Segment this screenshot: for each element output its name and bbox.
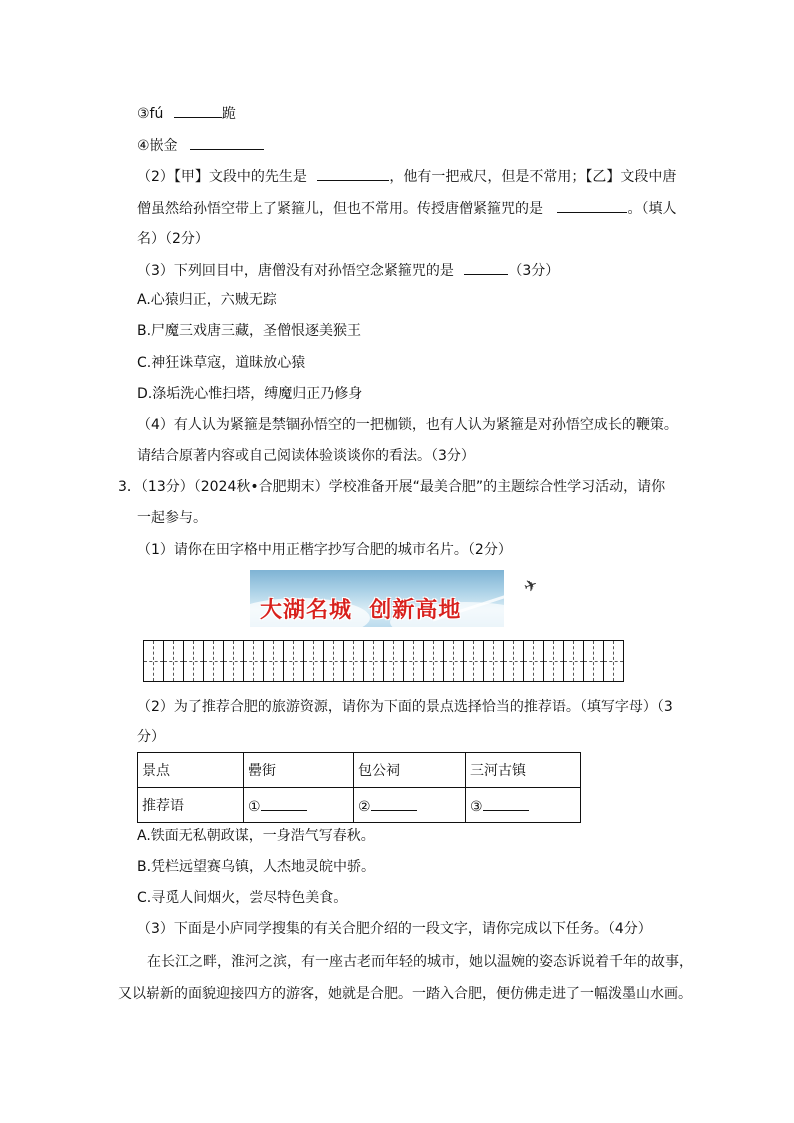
question-3-sub-2-line-1: （2）为了推荐合肥的旅游资源，请你为下面的景点选择恰当的推荐语。（填写字母）（3 bbox=[137, 699, 673, 715]
answer-mark-2: ② bbox=[358, 798, 371, 815]
tianzige-cell[interactable] bbox=[604, 641, 624, 681]
q3-2-option-c: C.寻觅人间烟火，尝尽特色美食。 bbox=[137, 890, 348, 906]
table-cell-leijie: 罍街 bbox=[244, 753, 354, 788]
tianzige-cell[interactable] bbox=[184, 641, 204, 681]
table-answer-cell[interactable] bbox=[244, 788, 354, 823]
q3-option-b: B.尸魔三戏唐三藏，圣僧恨逐美猴王 bbox=[137, 323, 362, 339]
q3-blank[interactable] bbox=[464, 260, 508, 275]
item-3-fu bbox=[137, 103, 236, 124]
tianzige-cell[interactable] bbox=[144, 641, 164, 681]
q2-blank-teacher[interactable] bbox=[317, 166, 389, 181]
question-3-line-2: 一起参与。 bbox=[137, 510, 207, 526]
tianzige-cell[interactable] bbox=[164, 641, 184, 681]
q3-option-a: A.心猿归正，六贼无踪 bbox=[137, 292, 277, 308]
city-banner-image bbox=[250, 570, 541, 627]
table-cell-baogongci: 包公祠 bbox=[354, 753, 466, 788]
q2-line-3: 名）（2分） bbox=[137, 231, 209, 247]
q4-line-2: 请结合原著内容或自己阅读体验谈谈你的看法。（3分） bbox=[137, 448, 475, 464]
question-3-sub-2-line-2: 分） bbox=[137, 729, 165, 745]
q3-2-option-b: B.凭栏远望赛乌镇，人杰地灵皖中骄。 bbox=[137, 859, 376, 875]
q3-stem-b: （3分） bbox=[508, 263, 560, 279]
item-4-prefix: ④嵌金 bbox=[137, 138, 178, 154]
q2-line-2 bbox=[137, 198, 676, 219]
q4-line-1: （4）有人认为紧箍是禁锢孙悟空的一把枷锁，也有人认为紧箍是对孙悟空成长的鞭策。 bbox=[137, 417, 678, 433]
tianzige-cell[interactable] bbox=[584, 641, 604, 681]
tianzige-cell[interactable] bbox=[304, 641, 324, 681]
tianzige-cell[interactable] bbox=[264, 641, 284, 681]
answer-blank-1[interactable] bbox=[261, 796, 307, 811]
question-3-sub-1: （1）请你在田字格中用正楷字抄写合肥的城市名片。（2分） bbox=[137, 542, 512, 558]
tianzige-cell[interactable] bbox=[284, 641, 304, 681]
q3-2-option-a: A.铁面无私朝政谋，一身浩气写春秋。 bbox=[137, 828, 375, 844]
q2-line-1 bbox=[137, 166, 676, 187]
table-header-spot: 景点 bbox=[138, 753, 244, 788]
table-row bbox=[138, 788, 581, 823]
q2-blank-person[interactable] bbox=[557, 198, 627, 213]
tianzige-cell[interactable] bbox=[564, 641, 584, 681]
item-3-prefix: ③fú bbox=[137, 106, 164, 122]
tianzige-cell[interactable] bbox=[364, 641, 384, 681]
scenic-spot-table bbox=[137, 752, 581, 823]
item-3-blank[interactable] bbox=[174, 103, 222, 118]
q3-option-d: D.涤垢洗心惟扫塔，缚魔归正乃修身 bbox=[137, 386, 363, 402]
hefei-paragraph-line-1: 在长江之畔，淮河之滨，有一座古老而年轻的城市，她以温婉的姿态诉说着千年的故事， bbox=[147, 954, 693, 970]
tianzige-cell[interactable] bbox=[344, 641, 364, 681]
tianzige-cell[interactable] bbox=[544, 641, 564, 681]
banner-slogan: 大湖名城 创新高地 bbox=[260, 598, 462, 623]
tianzige-cell[interactable] bbox=[524, 641, 544, 681]
tianzige-cell[interactable] bbox=[444, 641, 464, 681]
table-cell-sanhe: 三河古镇 bbox=[466, 753, 581, 788]
table-answer-cell[interactable] bbox=[354, 788, 466, 823]
tianzige-cell[interactable] bbox=[384, 641, 404, 681]
table-answer-cell[interactable] bbox=[466, 788, 581, 823]
q3-option-c: C.神狂诛草寇，道昧放心猿 bbox=[137, 355, 306, 371]
tianzige-cell[interactable] bbox=[424, 641, 444, 681]
tianzige-cell[interactable] bbox=[324, 641, 344, 681]
tianzige-cell[interactable] bbox=[464, 641, 484, 681]
airplane-icon: ✈ bbox=[521, 574, 541, 597]
q2-line1-a: （2）【甲】文段中的先生是 bbox=[137, 169, 307, 185]
q2-line2-a: 僧虽然给孙悟空带上了紧箍儿，但也不常用。传授唐僧紧箍咒的是 bbox=[137, 201, 543, 217]
tianzige-cell[interactable] bbox=[484, 641, 504, 681]
answer-blank-3[interactable] bbox=[483, 796, 529, 811]
question-3-line-1: 3．（13分）（2024秋•合肥期末）学校准备开展“最美合肥”的主题综合性学习活动，请你 bbox=[118, 479, 666, 495]
answer-mark-3: ③ bbox=[470, 798, 483, 815]
tianzige-cell[interactable] bbox=[204, 641, 224, 681]
question-3-sub-3: （3）下面是小庐同学搜集的有关合肥介绍的一段文字，请你完成以下任务。（4分） bbox=[137, 921, 652, 937]
tianzige-cell[interactable] bbox=[224, 641, 244, 681]
tianzige-cell[interactable] bbox=[504, 641, 524, 681]
table-row bbox=[138, 753, 581, 788]
q3-stem-a: （3）下列回目中，唐僧没有对孙悟空念紧箍咒的是 bbox=[137, 263, 454, 279]
q2-line1-b: ，他有一把戒尺，但是不常用；【乙】文段中唐 bbox=[389, 169, 677, 185]
answer-mark-1: ① bbox=[248, 798, 261, 815]
hefei-paragraph-line-2: 又以崭新的面貌迎接四方的游客，她就是合肥。一踏入合肥，便仿佛走进了一幅泼墨山水画。 bbox=[118, 986, 692, 1002]
answer-blank-2[interactable] bbox=[371, 796, 417, 811]
table-header-recommendation: 推荐语 bbox=[138, 788, 244, 823]
item-3-suffix: 跪 bbox=[221, 106, 236, 122]
item-4-qianjin bbox=[137, 135, 264, 156]
q3-stem bbox=[137, 260, 559, 281]
tianzige-cell[interactable] bbox=[404, 641, 424, 681]
tianzige-cell[interactable] bbox=[244, 641, 264, 681]
item-4-blank[interactable] bbox=[190, 135, 264, 150]
tianzige-grid[interactable] bbox=[143, 640, 624, 682]
q2-line2-b: 。（填人 bbox=[627, 201, 677, 217]
